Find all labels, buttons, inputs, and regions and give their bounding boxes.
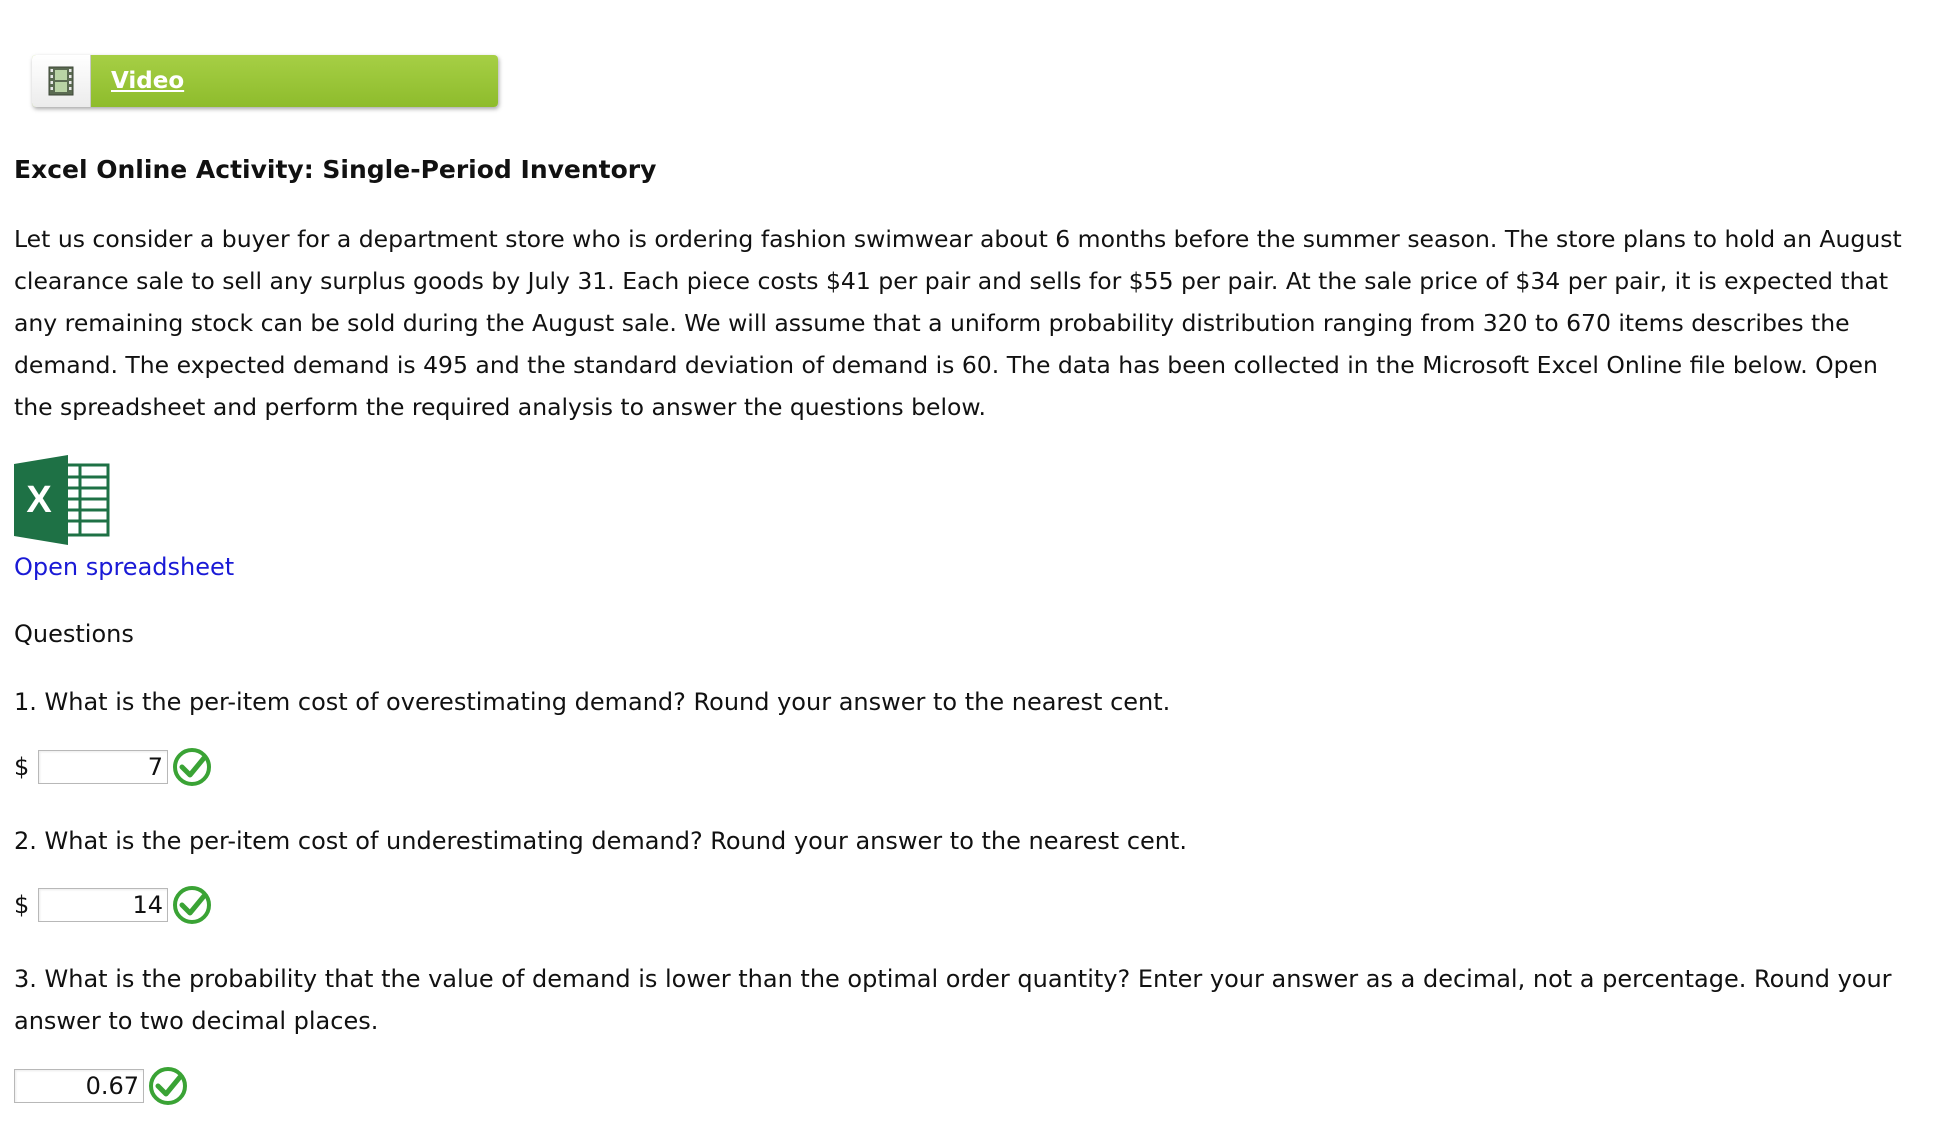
video-icon-box [32,55,91,107]
question-3-answer-row [14,1066,188,1106]
question-1-answer-row [14,747,212,787]
excel-icon[interactable] [14,455,110,545]
open-spreadsheet-link[interactable]: Open spreadsheet [14,553,235,581]
questions-heading: Questions [14,620,134,648]
question-2-text: 2. What is the per-item cost of underestimating demand? Round your answer to the nearest cent. [14,827,1188,855]
question-2-answer-row [14,885,212,925]
video-banner[interactable] [32,55,498,107]
check-icon [172,747,212,787]
check-icon [148,1066,188,1106]
intro-paragraph: Let us consider a buyer for a department store who is ordering fashion swimwear about 6 months before the summer season. The store plans to hold an August clearance sale to sell any surplus goods by July 31. Each piece costs $41 per pair and sells for $55 per pair. At the sale price of $34 per pair, it is expected that any remaining stock can be sold during the August sale. We will assume that a uniform probability distribution ranging from 320 to 670 items describes the demand. The expected demand is 495 and the standard deviation of demand is 60. The data has been collected in the Microsoft Excel Online file below. Open the spreadsheet and perform the required analysis to answer the questions below. [14,225,1902,421]
film-icon [48,66,74,96]
page-title: Excel Online Activity: Single-Period Inventory [14,155,657,184]
question-2-answer-input[interactable] [38,888,168,922]
question-1-text: 1. What is the per-item cost of overestimating demand? Round your answer to the nearest cent. [14,688,1171,716]
question-1-answer-input[interactable] [38,750,168,784]
dollar-prefix: $ [14,891,30,919]
question-3-answer-input[interactable] [14,1069,144,1103]
video-link[interactable]: Video [111,68,185,94]
excel-icon-letter: X [26,479,52,521]
dollar-prefix: $ [14,753,30,781]
question-3-text: 3. What is the probability that the value of demand is lower than the optimal order quantity? Enter your answer as a decimal, not a percentage. Round your answer to two decimal places. [14,965,1892,1035]
check-icon [172,885,212,925]
